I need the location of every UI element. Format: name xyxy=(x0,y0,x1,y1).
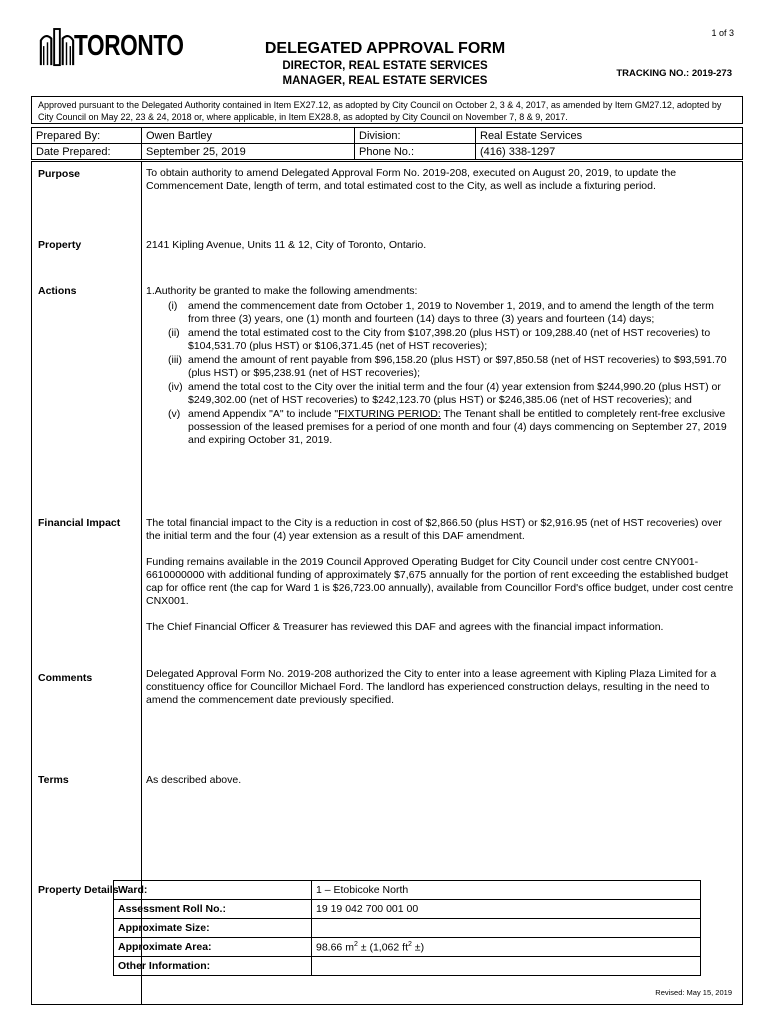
date-prepared-label: Date Prepared: xyxy=(32,144,142,160)
form-title: DELEGATED APPROVAL FORM xyxy=(264,40,506,57)
sub-item-text: amend the total cost to the City over the initial term and the four (4) year extension from $244,990.20 (plus HST) or $249,302.00 (net of HST recoveries) to $242,123.70 (plus HST) or $246,385.06 (net of HST recoveries); and xyxy=(188,381,721,406)
financial-para-2: Funding remains available in the 2019 Council Approved Operating Budget for City Council under cost centre CNY001-6610000000 with additional funding of approximately $7,675 annually for the portion of rent exceeding the established budget cap for office rent (the cap for Ward 1 is $26,723.00 annually), available from Councillor Ford's office budget, under cost centre CNX001. xyxy=(146,556,734,607)
area-metric: 98.66 m xyxy=(316,941,354,954)
division-label: Division: xyxy=(355,128,476,144)
property-details-label: Property Details xyxy=(38,884,119,896)
area-post: ±) xyxy=(411,941,425,954)
logo-text: TORONTO xyxy=(74,30,184,62)
ward-label: Ward: xyxy=(114,881,312,900)
sub-item-number: (i) xyxy=(168,300,178,312)
date-prepared-value: September 25, 2019 xyxy=(142,144,355,160)
ward-value: 1 – Etobicoke North xyxy=(312,881,701,900)
sub-item-text: amend the commencement date from October 1, 2019 to November 1, 2019, and to amend the length of the term from three (3) years, one (1) month and fourteen (14) days to three (3) years and fourteen (14) days; xyxy=(188,300,714,325)
division-value: Real Estate Services xyxy=(476,128,743,144)
property-label: Property xyxy=(38,239,82,251)
property-details-table xyxy=(113,880,701,976)
area-imperial: ± (1,062 ft xyxy=(357,941,408,954)
prepared-by-label: Prepared By: xyxy=(32,128,142,144)
sub-item-text: amend the total estimated cost to the City from $107,398.20 (plus HST) or 109,288.40 (net of HST recoveries) to $104,531.70 (plus HST) or $106,371.45 (net of HST recoveries); xyxy=(188,327,711,352)
city-hall-icon xyxy=(38,26,76,70)
other-information-label: Other Information: xyxy=(114,957,312,976)
main-form-body xyxy=(31,161,743,1005)
action-number: 1. xyxy=(146,285,155,297)
actions-list xyxy=(146,285,736,448)
revised-date: Revised: May 15, 2019 xyxy=(655,988,732,997)
fixturing-period-heading: FIXTURING PERIOD: xyxy=(338,408,441,420)
area-sup-2: 2 xyxy=(407,940,412,948)
financial-para-3: The Chief Financial Officer & Treasurer has reviewed this DAF and agrees with the financial impact information. xyxy=(146,621,664,633)
action-intro: Authority be granted to make the following amendments: xyxy=(154,285,418,297)
area-sup-1: 2 xyxy=(353,940,358,948)
prepared-by-value: Owen Bartley xyxy=(142,128,355,144)
comments-text: Delegated Approval Form No. 2019-208 authorized the City to enter into a lease agreement with Kipling Plaza Limited for a constituency office for Councillor Michael Ford. The landlord has experienced construction delays, resulting in the need to amend the commencement date previously specified. xyxy=(146,668,717,706)
action-sub-items xyxy=(168,300,736,407)
assessment-roll-label: Assessment Roll No.: xyxy=(114,900,312,919)
authority-statement: Approved pursuant to the Delegated Authority contained in Item EX27.12, as adopted by City Council on October 2, 3 & 4, 2017, as amended by Item GM27.12, adopted by City Council on May 22, 23 & 24, 2018 or, where applicable, in Item EX28.8, as adopted by City Council on November 7, 8 & 9, 2017. xyxy=(31,96,743,124)
info-grid xyxy=(31,127,743,160)
action-sub-item-v xyxy=(168,408,736,447)
action-sub-item xyxy=(168,300,736,326)
sub-item-number: (ii) xyxy=(168,327,180,339)
approximate-size-value xyxy=(312,919,701,938)
financial-para-1: The total financial impact to the City is a reduction in cost of $2,866.50 (plus HST) or $2,916.95 (net of HST recoveries) over the initial term and the four (4) year extension as a result of this DAF amendment. xyxy=(146,517,722,542)
financial-impact-text xyxy=(146,517,736,647)
column-divider xyxy=(141,162,142,1004)
subtitle-manager: MANAGER, REAL ESTATE SERVICES xyxy=(282,75,488,87)
action-sub-item xyxy=(168,354,736,380)
tracking-number: TRACKING NO.: 2019-273 xyxy=(616,68,732,79)
terms-text: As described above. xyxy=(146,774,242,786)
terms-label: Terms xyxy=(38,774,69,786)
action-sub-item xyxy=(168,381,736,407)
property-text: 2141 Kipling Avenue, Units 11 & 12, City of Toronto, Ontario. xyxy=(146,239,427,251)
approximate-size-label: Approximate Size: xyxy=(114,919,312,938)
form-subtitle xyxy=(230,59,540,89)
comments-label: Comments xyxy=(38,672,93,684)
other-information-value xyxy=(312,957,701,976)
phone-label: Phone No.: xyxy=(355,144,476,160)
sub-item-text: amend the amount of rent payable from $96,158.20 (plus HST) or $97,850.58 (net of HST recoveries) to $93,591.70 (plus HST) or $95,238.91 (net of HST recoveries); xyxy=(188,354,727,379)
action-item xyxy=(146,285,736,298)
sub-item-text-pre: amend Appendix "A" to include " xyxy=(188,408,339,420)
page-number: 1 of 3 xyxy=(711,28,734,38)
subtitle-director: DIRECTOR, REAL ESTATE SERVICES xyxy=(282,60,488,72)
sub-item-number: (iii) xyxy=(168,354,182,366)
action-sub-item xyxy=(168,408,736,447)
sub-item-number: (iv) xyxy=(168,381,183,393)
sub-item-text xyxy=(188,408,736,447)
action-sub-item xyxy=(168,327,736,353)
phone-value: (416) 338-1297 xyxy=(476,144,743,160)
sub-item-number: (v) xyxy=(168,408,181,420)
approximate-area-value xyxy=(312,938,701,957)
purpose-text: To obtain authority to amend Delegated Approval Form No. 2019-208, executed on August 20, 2019, to update the Commencement Date, length of term, and total estimated cost to the City, as well as include a fixturing period. xyxy=(146,167,677,192)
actions-label: Actions xyxy=(38,285,77,297)
sub-item-text-post: The Tenant shall be entitled to completely rent-free exclusive possession of the leased premises for a period of one month and four (4) days commencing on September 27, 2019 and expiring October 31, 2019. xyxy=(188,408,727,446)
approximate-area-label: Approximate Area: xyxy=(114,938,312,957)
financial-impact-label: Financial Impact xyxy=(38,517,121,529)
purpose-label: Purpose xyxy=(38,168,81,180)
assessment-roll-value: 19 19 042 700 001 00 xyxy=(312,900,701,919)
